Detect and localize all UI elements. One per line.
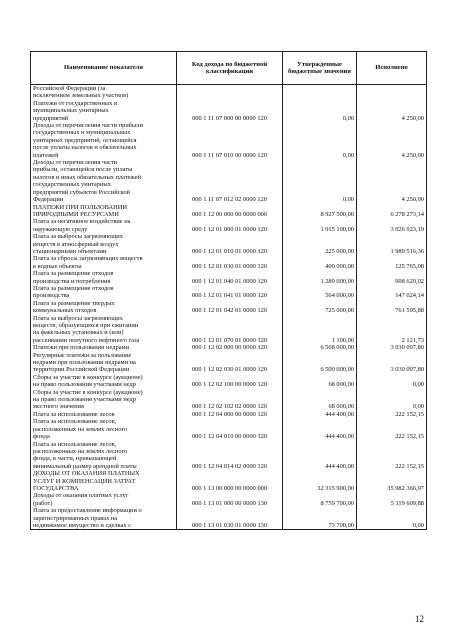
row-budget-code: 000 1 12 01 010 01 0000 120 [177, 233, 283, 255]
table-row [31, 270, 427, 285]
row-indicator-name: ДОХОДЫ ОТ ОКАЗАНИЯ ПЛАТНЫХ УСЛУГ И КОМПЕНСАЦИИ ЗАТРАТ ГОСУДАРСТВА [31, 470, 177, 492]
row-budget-code: 000 1 12 01 041 01 0000 120 [177, 285, 283, 300]
row-budget-code: 000 1 12 01 042 01 0000 120 [177, 300, 283, 315]
row-indicator-name: Плата за использование лесов, расположенных на землях лесного фонда [31, 418, 177, 440]
row-approved-value: 8 759 700,00 [283, 492, 357, 507]
row-executed-value: 222 152,15 [357, 411, 427, 418]
row-budget-code: 000 1 12 02 102 02 0000 120 [177, 389, 283, 411]
row-budget-code: 000 1 12 02 030 01 0000 120 [177, 352, 283, 374]
row-approved-value: 1 915 100,00 [283, 218, 357, 233]
row-budget-code: 000 1 12 04 010 00 0000 120 [177, 418, 283, 440]
row-executed-value: 125 765,08 [357, 255, 427, 270]
row-budget-code: 000 1 11 07 000 00 0000 120 [177, 100, 283, 122]
table-row [31, 411, 427, 418]
row-budget-code: 000 1 12 04 000 00 0000 120 [177, 411, 283, 418]
revenue-table [30, 51, 427, 530]
table-row [31, 285, 427, 300]
row-executed-value: 1 989 516,36 [357, 233, 427, 255]
table-row [31, 418, 427, 440]
row-budget-code: 000 1 12 01 040 01 0000 120 [177, 270, 283, 285]
row-budget-code: 000 1 12 01 030 01 0000 120 [177, 255, 283, 270]
table-row [31, 374, 427, 389]
row-indicator-name: Регулярные платежи за пользование недрами при пользовании недрами на территории Российской Федерации [31, 352, 177, 374]
table-row [31, 233, 427, 255]
row-approved-value: 444 400,00 [283, 411, 357, 418]
row-approved-value: 444 400,00 [283, 418, 357, 440]
table-row [31, 389, 427, 411]
row-approved-value [283, 85, 357, 100]
row-indicator-name: Плата за размещение твердых коммунальных отходов [31, 300, 177, 315]
row-budget-code: 000 1 11 07 010 00 0000 120 [177, 122, 283, 159]
row-approved-value: 73 700,00 [283, 507, 357, 530]
row-approved-value: 32 315 900,00 [283, 470, 357, 492]
header-budget-code: Код дохода по бюджетной классификации [177, 52, 283, 85]
row-executed-value: 761 595,88 [357, 300, 427, 315]
row-approved-value: 1 100,00 [283, 315, 357, 345]
row-approved-value: 68 000,00 [283, 374, 357, 389]
row-executed-value: 4 250,00 [357, 122, 427, 159]
row-executed-value [357, 85, 427, 100]
row-executed-value: 4 250,00 [357, 159, 427, 203]
row-executed-value: 4 250,00 [357, 100, 427, 122]
row-approved-value: 0,00 [283, 159, 357, 203]
header-approved-values: Утвержденные бюджетные значения [283, 52, 357, 85]
table-row [31, 352, 427, 374]
table-row [31, 315, 427, 345]
row-executed-value: 222 152,15 [357, 441, 427, 471]
row-executed-value: 3 030 097,80 [357, 352, 427, 374]
row-indicator-name: Плата за размещение отходов производства [31, 285, 177, 300]
row-indicator-name: Доходы от перечисления части прибыли, остающейся после уплаты налогов и иных обязательных платежей государственных унитарных предприятий субъектов Российской Федерации [31, 159, 177, 203]
page-number: 12 [415, 614, 424, 624]
row-budget-code: 000 1 13 01 000 00 0000 130 [177, 492, 283, 507]
row-indicator-name: Платежи от государственных и муниципальных унитарных предприятий [31, 100, 177, 122]
table-row [31, 300, 427, 315]
row-budget-code: 000 1 12 00 000 00 0000 000 [177, 204, 283, 219]
row-executed-value: 222 152,15 [357, 418, 427, 440]
row-approved-value: 6 500 000,00 [283, 352, 357, 374]
row-executed-value: 2 121,73 [357, 315, 427, 345]
row-budget-code: 000 1 12 01 070 01 0000 120 [177, 315, 283, 345]
row-indicator-name: Платежи при пользовании недрами [31, 344, 177, 351]
row-executed-value: 147 024,14 [357, 285, 427, 300]
table-header-row [31, 52, 427, 85]
row-indicator-name: Плата за сбросы загрязняющих веществ в водные объекты [31, 255, 177, 270]
table-row [31, 507, 427, 530]
row-indicator-name: Плата за использование лесов, расположенных на землях лесного фонда, в части, превышающей минимальный размер арендной платы [31, 441, 177, 471]
row-approved-value: 444 400,00 [283, 441, 357, 471]
row-approved-value: 225 000,00 [283, 233, 357, 255]
row-budget-code: 000 1 12 02 000 00 0000 120 [177, 344, 283, 351]
row-approved-value: 725 000,00 [283, 300, 357, 315]
header-executed: Исполнено [357, 52, 427, 85]
table-row [31, 255, 427, 270]
header-indicator-name: Наименование показателя [31, 52, 177, 85]
row-budget-code: 000 1 12 02 100 00 0000 120 [177, 374, 283, 389]
row-budget-code [177, 85, 283, 100]
row-executed-value: 35 982 366,97 [357, 470, 427, 492]
row-indicator-name: Доходы от перечисления части прибыли государственных и муниципальных унитарных предприятий, остающейся после уплаты налогов и обязательных платежей [31, 122, 177, 159]
row-approved-value: 6 568 000,00 [283, 344, 357, 351]
row-executed-value: 0,00 [357, 374, 427, 389]
row-executed-value: 5 119 609,88 [357, 492, 427, 507]
row-budget-code: 000 1 12 04 014 02 0000 120 [177, 441, 283, 471]
row-indicator-name: Плата за выбросы загрязняющих веществ в атмосферный воздух стационарными объектами [31, 233, 177, 255]
row-indicator-name: Плата за выбросы загрязняющих веществ, образующихся при сжигании на факельных установках и (или) рассеивании попутного нефтяного газа [31, 315, 177, 345]
row-budget-code: 000 1 12 01 000 01 0000 120 [177, 218, 283, 233]
row-budget-code: 000 1 11 07 012 02 0000 120 [177, 159, 283, 203]
row-indicator-name: Плата за размещение отходов производства и потребления [31, 270, 177, 285]
row-approved-value: 564 000,00 [283, 285, 357, 300]
row-indicator-name: Доходы от оказания платных услуг (работ) [31, 492, 177, 507]
row-executed-value: 3 026 023,19 [357, 218, 427, 233]
row-executed-value: 0,00 [357, 507, 427, 530]
row-indicator-name: Российской Федерации (за исключением земельных участков) [31, 85, 177, 100]
row-approved-value: 0,00 [283, 100, 357, 122]
row-approved-value: 1 289 000,00 [283, 270, 357, 285]
table-row [31, 159, 427, 203]
row-approved-value: 68 000,00 [283, 389, 357, 411]
row-indicator-name: Плата за негативное воздействие на окружающую среду [31, 218, 177, 233]
row-approved-value: 0,00 [283, 122, 357, 159]
row-indicator-name: Сборы за участие в конкурсе (аукционе) на право пользования участками недр [31, 374, 177, 389]
row-budget-code: 000 1 13 00 000 00 0000 000 [177, 470, 283, 492]
row-budget-code: 000 1 13 01 030 01 0000 130 [177, 507, 283, 530]
table-row [31, 85, 427, 100]
table-row [31, 218, 427, 233]
table-row [31, 470, 427, 492]
table-row [31, 100, 427, 122]
row-indicator-name: ПЛАТЕЖИ ПРИ ПОЛЬЗОВАНИИ ПРИРОДНЫМИ РЕСУРСАМИ [31, 204, 177, 219]
row-approved-value: 400 000,00 [283, 255, 357, 270]
table-row [31, 204, 427, 219]
table-row [31, 344, 427, 351]
row-indicator-name: Сборы за участие в конкурсе (аукционе) на право пользования участками недр местного значения [31, 389, 177, 411]
row-indicator-name: Плата за предоставление информации о зарегистрированных правах на недвижимое имущество и сделках с [31, 507, 177, 530]
row-indicator-name: Плата за использование лесов [31, 411, 177, 418]
row-executed-value: 0,00 [357, 389, 427, 411]
row-executed-value: 908 620,02 [357, 270, 427, 285]
table-row [31, 492, 427, 507]
table-row [31, 441, 427, 471]
row-executed-value: 3 030 097,80 [357, 344, 427, 351]
row-executed-value: 6 278 273,14 [357, 204, 427, 219]
table-row [31, 122, 427, 159]
row-approved-value: 8 927 500,00 [283, 204, 357, 219]
table-body [31, 85, 427, 530]
